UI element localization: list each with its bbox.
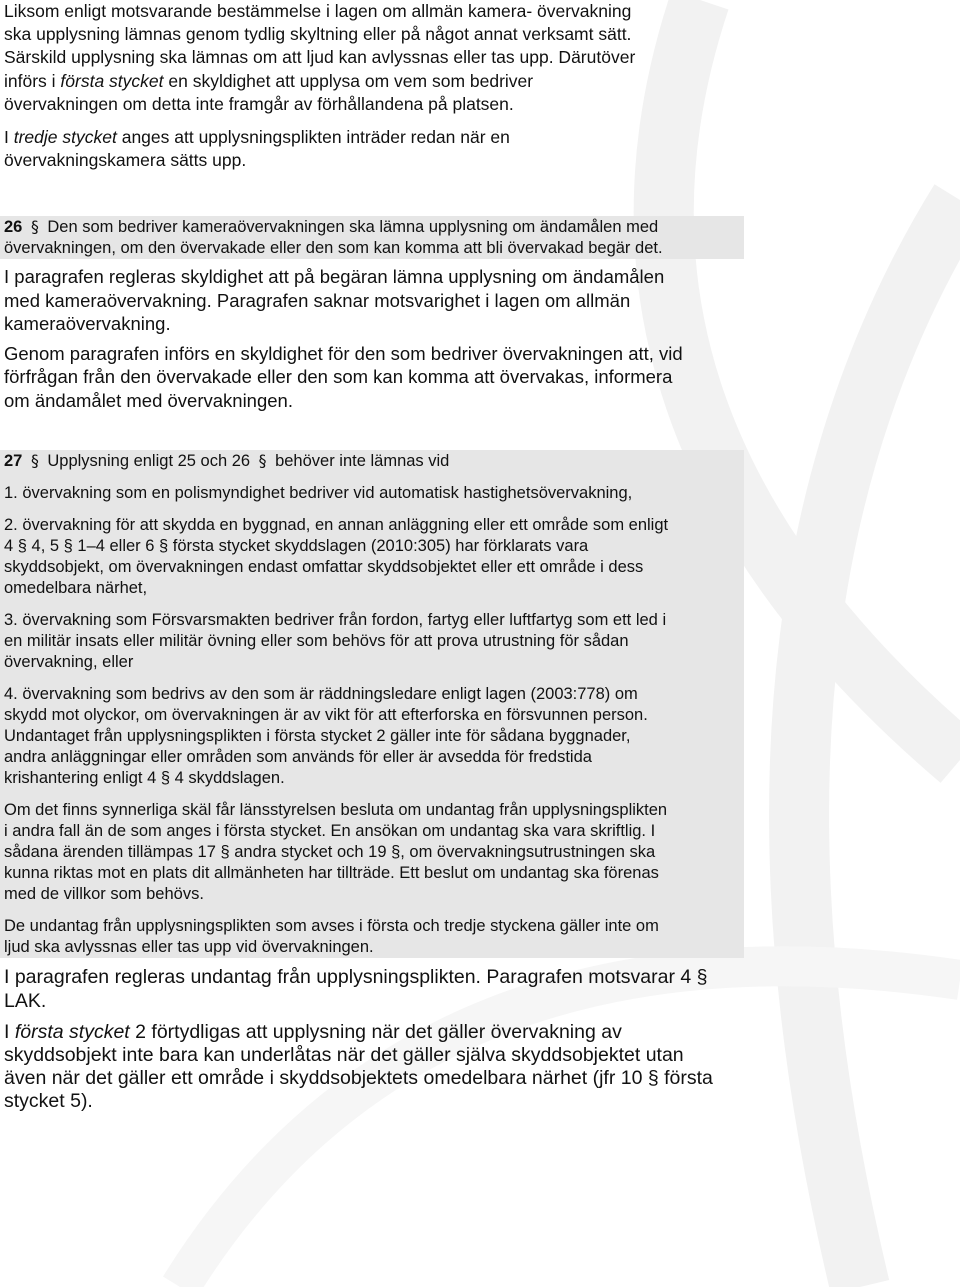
- text-line: I paragrafen regleras undantag från upplysningsplikten. Paragrafen motsvarar 4 §: [4, 966, 708, 989]
- text-line: Undantaget från upplysningsplikten i första stycket 2 gäller inte för sådana byggnader,: [4, 727, 631, 746]
- text-line: övervakning, eller: [4, 653, 134, 672]
- section-27-item-1: [4, 483, 744, 504]
- section-27-comment-2: [4, 1021, 954, 1114]
- section-sign-icon: §: [30, 217, 39, 237]
- text-line: skyddsobjekt inte bara kan underlåtas när det gäller själva skyddsobjektet utan: [4, 1044, 684, 1067]
- section-sign-icon: §: [258, 451, 267, 471]
- text-line: med kameraövervakning. Paragrafen saknar motsvarighet i lagen om allmän: [4, 289, 631, 311]
- text-line: omedelbara närhet,: [4, 579, 148, 598]
- text-line: I första stycket 2 förtydligas att upplysning när det gäller övervakning av: [4, 1020, 622, 1043]
- text-line: 4. övervakning som bedrivs av den som är räddningsledare enligt lagen (2003:778) om: [4, 685, 638, 704]
- section-27-item-3: [4, 610, 744, 673]
- text-line: ljud ska avlyssnas eller tas upp vid övervakningen.: [4, 938, 374, 957]
- text-line: 2. övervakning för att skydda en byggnad, en annan anläggning eller ett område som enligt: [4, 516, 669, 535]
- text-line: andra anläggningar eller områden som används för eller är avsedda för fredstida: [4, 748, 592, 767]
- intro-paragraph-2: [4, 126, 954, 172]
- text-line: De undantag från upplysningsplikten som avses i första och tredje styckena gäller inte om: [4, 917, 659, 936]
- text-line: Liksom enligt motsvarande bestämmelse i lagen om allmän kamera- övervakning: [4, 1, 632, 21]
- text-line: kameraövervakning.: [4, 313, 171, 335]
- text-line: 4 § 4, 5 § 1–4 eller 6 § första stycket skyddslagen (2010:305) har förklarats vara: [4, 537, 589, 556]
- text-line: krishantering enligt 4 § 4 skyddslagen.: [4, 769, 285, 788]
- text-line: om ändamålet med övervakningen.: [4, 389, 293, 411]
- section-27-item-2: [4, 515, 744, 599]
- section-26-comment-2: [4, 342, 954, 413]
- text-line: i andra fall än de som anges i första stycket. En ansökan om undantag ska vara skriftlig. I: [4, 822, 656, 841]
- italic-term: första stycket: [14, 1020, 130, 1043]
- text-line: en militär insats eller militär övning eller som behövs för att prova utrustning för sådan: [4, 632, 629, 651]
- text-line: ska upplysning lämnas genom tydlig skyltning eller på något annat verksamt sätt.: [4, 24, 632, 45]
- text-line: skydd mot olyckor, om övervakningen är av vikt för att efterforska en försvunnen person.: [4, 706, 648, 725]
- section-27-exemption-paragraph: [4, 800, 744, 905]
- section-27-audio-paragraph: [4, 916, 744, 958]
- text-line: I tredje stycket anges att upplysningsplikten inträder redan när en: [4, 127, 510, 148]
- section-27-block: [0, 450, 744, 958]
- text-line: I paragrafen regleras skyldighet att på begäran lämna upplysning om ändamålen: [4, 266, 665, 288]
- italic-term: första stycket: [60, 70, 164, 91]
- intro-paragraph-1: [4, 0, 954, 116]
- section-27-item-4: [4, 684, 744, 789]
- text-line: övervakningskamera sätts upp.: [4, 150, 247, 171]
- text-line: förfrågan från den övervakade eller den som kan komma att övervakas, informera: [4, 366, 673, 388]
- italic-term: tredje stycket: [13, 127, 117, 148]
- section-26-number: 26: [4, 218, 23, 237]
- text-line: även när det gäller ett område i skyddsobjektets omedelbara närhet (jfr 10 § första: [4, 1067, 713, 1090]
- section-27-heading: 27 § Upplysning enligt 25 och 26 § behöver inte lämnas vid: [4, 451, 450, 471]
- text-line: övervakningen om detta inte framgår av förhållandena på platsen.: [4, 93, 514, 114]
- text-line: Särskild upplysning ska lämnas om att ljud kan avlyssnas eller tas upp. Därutöver: [4, 47, 636, 68]
- text-line: LAK.: [4, 989, 47, 1012]
- text-line: Genom paragrafen införs en skyldighet för den som bedriver övervakningen att, vid: [4, 342, 683, 364]
- text-line: införs i första stycket en skyldighet att upplysa om vem som bedriver: [4, 70, 534, 91]
- text-line: 3. övervakning som Försvarsmakten bedriver från fordon, fartyg eller luftfartyg som ett led i: [4, 611, 667, 630]
- text-line: skyddsobjekt, om övervakningen endast omfattar skyddsobjektet eller ett område i dess: [4, 558, 644, 577]
- text-line: sådana ärenden tillämpas 17 § andra stycket och 19 §, om övervakningsutrustningen ska: [4, 843, 656, 862]
- text-line: 1. övervakning som en polismyndighet bedriver vid automatisk hastighetsövervakning,: [4, 484, 633, 503]
- text-line: kunna riktas mot en plats dit allmänheten har tillträde. Ett beslut om undantag ska förenas: [4, 864, 659, 883]
- section-sign-icon: §: [30, 451, 39, 471]
- section-27-comment-1: [4, 966, 954, 1012]
- section-26-comment-1: [4, 265, 954, 336]
- text-line: stycket 5).: [4, 1090, 93, 1113]
- text-line: med de villkor som behövs.: [4, 885, 204, 904]
- text-line: Om det finns synnerliga skäl får länsstyrelsen besluta om undantag från upplysningsplikten: [4, 801, 668, 820]
- section-26-text: 26 § Den som bedriver kameraövervakningen ska lämna upplysning om ändamålen med övervakningen, om den övervakade eller den som kan komma att bli övervakad begär det.: [0, 216, 744, 259]
